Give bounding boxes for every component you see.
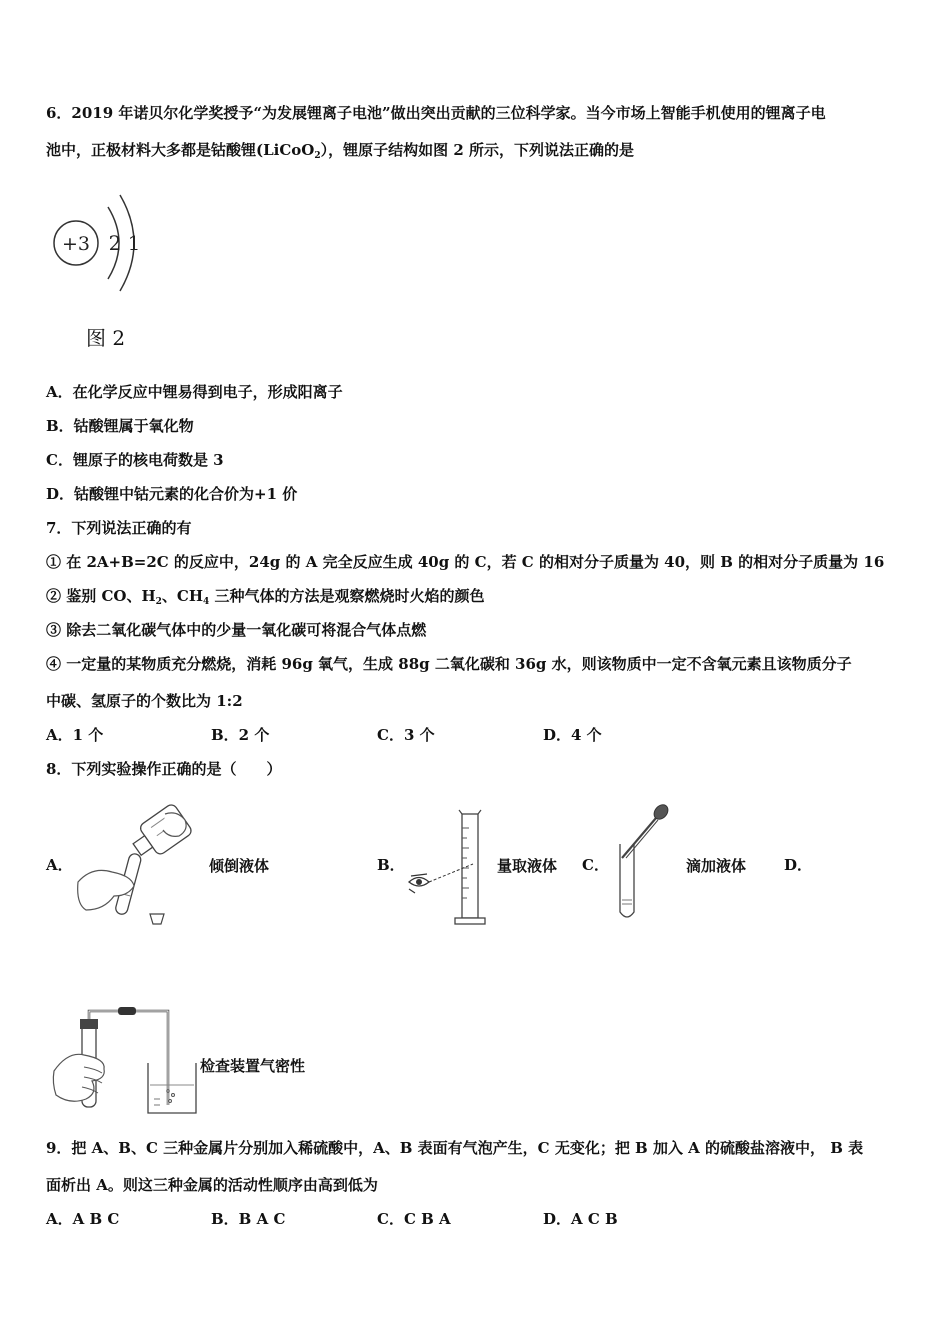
q8-option-a-caption: 倾倒液体 (209, 857, 270, 875)
q6-stem-line2-b: ），锂原子结构如图 2 所示，下列说法正确的是 (320, 141, 635, 159)
atom-shell2-label: 1 (127, 231, 141, 255)
q7-statement-3: ③ 除去二氧化碳气体中的少量一氧化碳可将混合气体点燃 (46, 621, 427, 639)
q8-option-b-caption: 量取液体 (497, 857, 558, 875)
q7-option-b: B．2 个 (211, 726, 270, 744)
q7-statement-4-line2: 中碳、氢原子的个数比为 1:2 (46, 692, 243, 710)
lithium-atom-diagram (48, 185, 148, 300)
q9-option-d: D．A C B (543, 1210, 618, 1228)
q8-option-c-label: C． (582, 856, 609, 874)
q7-statement-1: ① 在 2A+B=2C 的反应中，24g 的 A 完全反应生成 40g 的 C，若 C 的相对分子质量为 40，则 B 的相对分子质量为 16 (46, 553, 885, 571)
q6-option-a: A．在化学反应中锂易得到电子，形成阳离子 (46, 383, 343, 401)
dropper-illustration (608, 800, 680, 925)
q7-s2-a: ② 鉴别 CO、H (46, 587, 156, 605)
q9-option-b: B．B A C (211, 1210, 286, 1228)
q6-stem-line2-sub: 2 (314, 151, 321, 161)
q8-option-a-label: A． (46, 856, 73, 874)
figure-caption: 图 2 (86, 326, 126, 350)
q9-option-a: A．A B C (46, 1210, 120, 1228)
q8-option-d-caption: 检查装置气密性 (200, 1057, 306, 1075)
q6-stem-line2-a: 池中，正极材料大多都是钴酸锂(LiCoO (46, 141, 315, 159)
q8-stem: 8．下列实验操作正确的是（ ） (46, 760, 282, 778)
q8-option-d-label: D． (784, 856, 813, 874)
atom-nucleus-label: +3 (61, 233, 91, 255)
q9-stem-line1: 9．把 A、B、C 三种金属片分别加入稀硫酸中，A、B 表面有气泡产生，C 无变化；把 B 加入 A 的硫酸盐溶液中， B 表 (46, 1139, 864, 1157)
q8-option-b-label: B． (377, 856, 405, 874)
q7-option-c: C．3 个 (377, 726, 435, 744)
q7-s2-b: 、CH (161, 587, 204, 605)
q7-option-a: A．1 个 (46, 726, 104, 744)
q9-option-c: C．C B A (377, 1210, 451, 1228)
pouring-liquid-illustration (70, 800, 205, 930)
q7-statement-4-line1: ④ 一定量的某物质充分燃烧，消耗 96g 氧气，生成 88g 二氧化碳和 36g 水，则该物质中一定不含氧元素且该物质分子 (46, 655, 852, 673)
q6-option-c: C．锂原子的核电荷数是 3 (46, 451, 224, 469)
graduated-cylinder-illustration (405, 808, 497, 930)
q7-s2-sub1: 2 (155, 597, 162, 607)
q7-statement-2 (46, 586, 485, 612)
q8-option-c-caption: 滴加液体 (686, 857, 747, 875)
q6-stem-line2 (46, 140, 634, 166)
q7-s2-c: 三种气体的方法是观察燃烧时火焰的颜色 (209, 587, 485, 605)
q9-stem-line2: 面析出 A。则这三种金属的活动性顺序由高到低为 (46, 1176, 378, 1194)
q7-option-d: D．4 个 (543, 726, 602, 744)
airtightness-check-illustration (48, 1005, 198, 1117)
q6-option-d: D．钴酸锂中钴元素的化合价为+1 价 (46, 485, 298, 503)
atom-shell1-label: 2 (108, 231, 122, 255)
q6-option-b: B．钴酸锂属于氧化物 (46, 417, 194, 435)
q7-stem: 7．下列说法正确的有 (46, 519, 192, 537)
q7-s2-sub2: 4 (203, 597, 210, 607)
q6-stem-line1: 6．2019 年诺贝尔化学奖授予“为发展锂离子电池”做出突出贡献的三位科学家。当今市场上智能手机使用的锂离子电 (46, 104, 826, 122)
